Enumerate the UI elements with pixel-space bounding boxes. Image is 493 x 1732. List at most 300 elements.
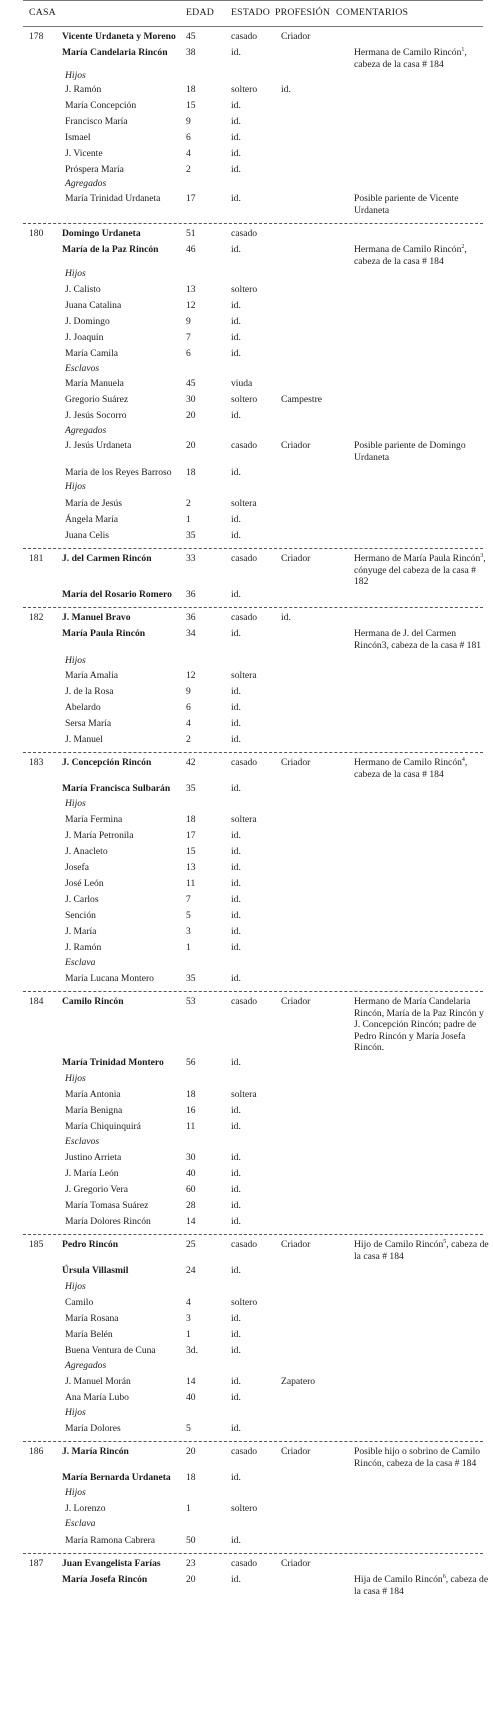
comment-text-end: , cabeza de la casa # 184 xyxy=(354,1574,489,1597)
person-row xyxy=(23,1558,483,1574)
person-name: Gregorio Suárez xyxy=(65,394,129,405)
person-row xyxy=(23,734,483,746)
casa-number: 185 xyxy=(29,1239,44,1250)
person-row xyxy=(23,514,483,530)
person-row xyxy=(23,1168,483,1184)
marital-status: soltera xyxy=(231,498,257,509)
comment xyxy=(354,1446,492,1469)
age: 34 xyxy=(186,628,196,639)
marital-status: id. xyxy=(231,348,241,359)
marital-status: id. xyxy=(231,47,241,58)
age: 30 xyxy=(186,1152,196,1163)
table-body xyxy=(23,27,489,1606)
marital-status: id. xyxy=(231,628,241,639)
marital-status: id. xyxy=(231,316,241,327)
footnote-ref: 3 xyxy=(480,552,484,559)
age: 18 xyxy=(186,1089,196,1100)
marital-status: casado xyxy=(231,996,258,1007)
person-row xyxy=(23,1329,483,1345)
person-name: Buena Ventura de Cuna xyxy=(65,1345,156,1356)
age: 11 xyxy=(186,1121,196,1132)
age: 15 xyxy=(186,846,196,857)
age: 13 xyxy=(186,284,196,295)
person-row xyxy=(23,846,483,862)
marital-status: soltero xyxy=(231,284,258,295)
person-name: María Candelaria Rincón xyxy=(62,47,168,58)
age: 4 xyxy=(186,1297,191,1308)
person-row xyxy=(23,1376,483,1392)
person-row xyxy=(23,1216,483,1228)
person-name: Abelardo xyxy=(65,702,101,713)
person-row xyxy=(23,410,483,425)
casa-number: 178 xyxy=(29,31,44,42)
marital-status: id. xyxy=(231,1535,241,1546)
marital-status: casado xyxy=(231,553,258,564)
person-row xyxy=(23,1057,483,1073)
age: 17 xyxy=(186,830,196,841)
profession: Criador xyxy=(281,553,311,564)
person-name: J. María León xyxy=(65,1168,119,1179)
person-row xyxy=(23,332,483,348)
household-181 xyxy=(23,549,486,608)
col-comentarios: COMENTARIOS xyxy=(336,7,409,18)
person-name: J. Jesús Socorro xyxy=(65,410,127,421)
marital-status: id. xyxy=(231,1105,241,1116)
marital-status: casado xyxy=(231,1446,258,1457)
person-row xyxy=(23,670,483,686)
person-name: María Belén xyxy=(65,1329,113,1340)
person-row xyxy=(23,1535,483,1547)
marital-status: id. xyxy=(231,1423,241,1434)
footnote-ref: 2 xyxy=(461,243,465,250)
person-name: J. Ramón xyxy=(65,84,102,95)
marital-status: casado xyxy=(231,31,258,42)
person-row xyxy=(23,1297,483,1313)
person-row xyxy=(23,100,483,116)
age: 60 xyxy=(186,1184,196,1195)
marital-status: id. xyxy=(231,926,241,937)
footnote-ref: 5 xyxy=(443,1238,447,1245)
person-name: María Dolores xyxy=(65,1423,121,1434)
person-row xyxy=(23,440,483,467)
marital-status: casado xyxy=(231,1239,258,1250)
age: 20 xyxy=(186,440,196,451)
person-row xyxy=(23,394,483,410)
person-name: María Josefa Rincón xyxy=(62,1574,148,1585)
person-name: J. de la Rosa xyxy=(65,686,114,697)
person-name: Úrsula Villasmil xyxy=(62,1265,129,1276)
footnote-ref: 6 xyxy=(442,1573,446,1580)
group-label-row xyxy=(23,798,483,814)
person-name: J. del Carmen Rincón xyxy=(62,553,152,564)
person-name: J. María Rincón xyxy=(62,1446,129,1457)
person-row xyxy=(23,228,483,244)
marital-status: id. xyxy=(231,1057,241,1068)
age: 50 xyxy=(186,1535,196,1546)
age: 46 xyxy=(186,244,196,255)
age: 16 xyxy=(186,1105,196,1116)
marital-status: id. xyxy=(231,1574,241,1585)
person-row xyxy=(23,552,486,589)
person-row xyxy=(23,1503,483,1518)
person-name: Juan Evangelista Farías xyxy=(62,1558,161,1569)
casa-number: 180 xyxy=(29,228,44,239)
comment xyxy=(354,553,492,588)
person-name: María Antonia xyxy=(65,1089,121,1100)
age: 1 xyxy=(186,1329,191,1340)
person-name: José León xyxy=(65,878,104,889)
person-name: María Chiquinquirá xyxy=(65,1121,141,1132)
person-name: Ángela María xyxy=(65,514,119,525)
person-row xyxy=(23,1313,483,1329)
person-row xyxy=(23,830,483,846)
person-row xyxy=(23,1238,489,1265)
marital-status: casado xyxy=(231,1558,258,1569)
marital-status: soltera xyxy=(231,1089,257,1100)
marital-status: id. xyxy=(231,467,241,478)
marital-status: id. xyxy=(231,1313,241,1324)
comment xyxy=(354,244,492,267)
casa-number: 183 xyxy=(29,757,44,768)
age: 14 xyxy=(186,1376,196,1387)
age: 7 xyxy=(186,332,191,343)
comment-text-end: , cabeza de la casa # 184 xyxy=(354,757,468,780)
age: 30 xyxy=(186,394,196,405)
person-name: Francisco María xyxy=(65,116,128,127)
marital-status: casado xyxy=(231,228,258,239)
person-name: Sersa María xyxy=(65,718,112,729)
person-row xyxy=(23,878,483,894)
marital-status: id. xyxy=(231,942,241,953)
person-row xyxy=(23,757,483,783)
comment-text: Hermano de Camilo Rincón xyxy=(354,757,462,768)
person-row xyxy=(23,910,483,926)
age: 20 xyxy=(186,1446,196,1457)
person-row xyxy=(23,378,483,394)
marital-status: id. xyxy=(231,1329,241,1340)
marital-status: viuda xyxy=(231,378,253,389)
age: 14 xyxy=(186,1216,196,1227)
group-label-row xyxy=(23,481,483,498)
group-label-row xyxy=(23,1487,483,1503)
comment-text: Hijo de Camilo Rincón xyxy=(354,1239,444,1250)
age: 6 xyxy=(186,702,191,713)
age: 38 xyxy=(186,47,196,58)
person-name: María de los Reyes Barroso xyxy=(65,467,172,478)
age: 13 xyxy=(186,862,196,873)
person-name: J. Domingo xyxy=(65,316,110,327)
section-label: Agregados xyxy=(65,178,107,189)
comment xyxy=(354,996,492,1054)
marital-status: soltera xyxy=(231,814,257,825)
age: 1 xyxy=(186,942,191,953)
person-row xyxy=(23,1200,483,1216)
household-184 xyxy=(23,992,483,1235)
person-row xyxy=(23,1423,483,1435)
comment-text-end: , cabeza de la casa # 184 xyxy=(354,1239,489,1262)
section-label: Esclavos xyxy=(65,363,100,374)
person-row xyxy=(23,1121,483,1136)
person-name: Camilo xyxy=(65,1297,94,1308)
group-label-row xyxy=(23,1136,483,1152)
age: 9 xyxy=(186,686,191,697)
group-label-row xyxy=(23,178,483,193)
marital-status: id. xyxy=(231,410,241,421)
person-name: J. Lorenzo xyxy=(65,1503,106,1514)
marital-status: id. xyxy=(231,530,241,541)
marital-status: id. xyxy=(231,894,241,905)
section-label: Agregados xyxy=(65,425,107,436)
person-name: María Amalia xyxy=(65,670,119,681)
person-row xyxy=(23,1446,483,1472)
person-row xyxy=(23,300,483,316)
person-row xyxy=(23,862,483,878)
marital-status: id. xyxy=(231,132,241,143)
group-label-row xyxy=(23,1407,483,1423)
person-row xyxy=(23,894,483,910)
person-name: María Dolores Rincón xyxy=(65,1216,151,1227)
marital-status: soltero xyxy=(231,1297,258,1308)
marital-status: id. xyxy=(231,1152,241,1163)
person-name: María Fermina xyxy=(65,814,123,825)
profession: Criador xyxy=(281,1446,311,1457)
comment-text: Hija de Camilo Rincón xyxy=(354,1574,443,1585)
group-label-row xyxy=(23,655,483,670)
group-label-row xyxy=(23,70,483,84)
person-row xyxy=(23,132,483,148)
marital-status: id. xyxy=(231,100,241,111)
profession: Criador xyxy=(281,1558,311,1569)
marital-status: id. xyxy=(231,718,241,729)
group-label-row xyxy=(23,1518,483,1535)
age: 45 xyxy=(186,31,196,42)
marital-status: id. xyxy=(231,1121,241,1132)
age: 3 xyxy=(186,1313,191,1324)
age: 35 xyxy=(186,783,196,794)
person-row xyxy=(23,926,483,942)
person-row xyxy=(23,284,483,300)
marital-status: casado xyxy=(231,612,258,623)
marital-status: id. xyxy=(231,164,241,175)
section-label: Hijos xyxy=(65,1281,86,1292)
person-row xyxy=(23,31,483,47)
age: 5 xyxy=(186,910,191,921)
comment-text: Posible hijo o sobrino de Camilo Rincón, cabeza de la casa # 184 xyxy=(354,1446,481,1469)
age: 40 xyxy=(186,1392,196,1403)
person-name: J. Carlos xyxy=(65,894,99,905)
comment-text: Hermana de Camilo Rincón xyxy=(354,47,462,58)
person-name: María Paula Rincón xyxy=(62,628,146,639)
age: 7 xyxy=(186,894,191,905)
section-label: Agregados xyxy=(65,1360,107,1371)
person-row xyxy=(23,996,483,1057)
person-row xyxy=(23,164,483,178)
section-label: Hijos xyxy=(65,1407,86,1418)
age: 3 xyxy=(186,926,191,937)
person-row xyxy=(23,686,483,702)
marital-status: soltero xyxy=(231,394,258,405)
age: 20 xyxy=(186,410,196,421)
section-label: Esclavos xyxy=(65,1136,100,1147)
marital-status: id. xyxy=(231,1184,241,1195)
casa-number: 181 xyxy=(29,553,44,564)
age: 24 xyxy=(186,1265,196,1276)
age: 1 xyxy=(186,1503,191,1514)
marital-status: id. xyxy=(231,1392,241,1403)
comment xyxy=(354,628,492,651)
comment xyxy=(354,1574,492,1597)
person-row xyxy=(23,530,483,542)
marital-status: id. xyxy=(231,244,241,255)
person-name: J. Anacleto xyxy=(65,846,108,857)
age: 18 xyxy=(186,814,196,825)
person-name: María del Rosario Romero xyxy=(62,589,172,600)
age: 51 xyxy=(186,228,196,239)
group-label-row xyxy=(23,268,483,284)
profession: Zapatero xyxy=(281,1376,316,1387)
comment-text-end: , cónyuge del cabeza de la casa # 182 xyxy=(354,553,486,587)
person-name: María Francisca Sulbarán xyxy=(62,783,171,794)
person-name: María de Jesús xyxy=(65,498,123,509)
age: 45 xyxy=(186,378,196,389)
age: 20 xyxy=(186,1574,196,1585)
person-row xyxy=(23,589,483,601)
age: 12 xyxy=(186,300,196,311)
comment-text: Hermana de J. del Carmen Rincón3, cabeza de la casa # 181 xyxy=(354,628,482,651)
age: 4 xyxy=(186,718,191,729)
section-label: Esclava xyxy=(65,957,96,968)
person-row xyxy=(23,612,483,628)
person-row xyxy=(23,1152,483,1168)
household-178 xyxy=(23,27,483,224)
marital-status: id. xyxy=(231,862,241,873)
person-row xyxy=(23,942,483,957)
marital-status: id. xyxy=(231,878,241,889)
person-row xyxy=(23,1089,483,1105)
comment-text: Posible pariente de Vicente Urdaneta xyxy=(354,193,459,216)
household-183 xyxy=(23,753,483,992)
person-name: J. Vicente xyxy=(65,148,103,159)
age: 9 xyxy=(186,316,191,327)
age: 42 xyxy=(186,757,196,768)
household-185 xyxy=(23,1235,489,1442)
age: 28 xyxy=(186,1200,196,1211)
age: 18 xyxy=(186,467,196,478)
person-row xyxy=(23,1105,483,1121)
marital-status: id. xyxy=(231,514,241,525)
age: 15 xyxy=(186,100,196,111)
person-name: María Benigna xyxy=(65,1105,123,1116)
age: 53 xyxy=(186,996,196,1007)
person-row xyxy=(23,718,483,734)
comment-text: Hermano de María Paula Rincón xyxy=(354,553,481,564)
person-name: J. María Petronila xyxy=(65,830,134,841)
person-name: María Ramona Cabrera xyxy=(65,1535,156,1546)
marital-status: soltero xyxy=(231,84,258,95)
section-label: Hijos xyxy=(65,70,86,81)
profession: id. xyxy=(281,84,291,95)
person-name: Domingo Urdaneta xyxy=(62,228,141,239)
comment-text: Hermana de Camilo Rincón xyxy=(354,244,462,255)
group-label-row xyxy=(23,957,483,973)
person-name: J. Manuel xyxy=(65,734,103,745)
comment xyxy=(354,757,492,780)
comment-text-end: , cabeza de la casa # 184 xyxy=(354,47,467,70)
age: 35 xyxy=(186,973,196,984)
marital-status: id. xyxy=(231,1200,241,1211)
age: 4 xyxy=(186,148,191,159)
person-name: J. Manuel Bravo xyxy=(62,612,131,623)
person-row xyxy=(23,84,483,100)
profession: Criador xyxy=(281,31,311,42)
person-name: Ana María Lubo xyxy=(65,1392,129,1403)
person-name: Ismael xyxy=(65,132,91,143)
section-label: Hijos xyxy=(65,268,86,279)
marital-status: id. xyxy=(231,973,241,984)
marital-status: id. xyxy=(231,332,241,343)
profession: Campestre xyxy=(281,394,323,405)
person-name: J. Joaquín xyxy=(65,332,104,343)
person-name: María Camila xyxy=(65,348,119,359)
person-name: María Manuela xyxy=(65,378,124,389)
person-row xyxy=(23,316,483,332)
person-name: J. Jesús Urdaneta xyxy=(65,440,132,451)
comment-text-end: , cabeza de la casa # 184 xyxy=(354,244,467,267)
age: 40 xyxy=(186,1168,196,1179)
person-name: Sención xyxy=(65,910,96,921)
casa-number: 182 xyxy=(29,612,44,623)
age: 36 xyxy=(186,612,196,623)
person-row xyxy=(23,1392,483,1407)
marital-status: id. xyxy=(231,846,241,857)
group-label-row xyxy=(23,425,483,440)
age: 11 xyxy=(186,878,196,889)
marital-status: id. xyxy=(231,910,241,921)
footnote-ref: 4 xyxy=(461,756,465,763)
profession: id. xyxy=(281,612,291,623)
person-row xyxy=(23,628,483,655)
person-row xyxy=(23,783,483,798)
person-row xyxy=(23,193,483,217)
group-label-row xyxy=(23,1281,483,1297)
marital-status: casado xyxy=(231,440,258,451)
marital-status: id. xyxy=(231,1216,241,1227)
census-table xyxy=(23,0,489,1606)
group-label-row xyxy=(23,363,483,378)
person-name: J. Ramón xyxy=(65,942,102,953)
marital-status: casado xyxy=(231,757,258,768)
marital-status: id. xyxy=(231,830,241,841)
marital-status: id. xyxy=(231,1168,241,1179)
table-header xyxy=(23,0,483,27)
person-name: Josefa xyxy=(65,862,89,873)
person-row xyxy=(23,348,483,363)
marital-status: id. xyxy=(231,148,241,159)
comment-text: Hermano de María Candelaria Rincón, María de la Paz Rincón y J. Concepción Rincón; padre de Pedro Rincón y María Josefa Rincón. xyxy=(354,996,484,1053)
casa-number: 184 xyxy=(29,996,44,1007)
marital-status: id. xyxy=(231,193,241,204)
age: 33 xyxy=(186,553,196,564)
marital-status: id. xyxy=(231,783,241,794)
age: 18 xyxy=(186,1472,196,1483)
person-name: María Lucana Montero xyxy=(65,973,154,984)
person-row xyxy=(23,814,483,830)
person-name: María Tomasa Suárez xyxy=(65,1200,149,1211)
comment xyxy=(354,440,492,463)
person-row xyxy=(23,702,483,718)
marital-status: id. xyxy=(231,1345,241,1356)
profession: Criador xyxy=(281,1239,311,1250)
